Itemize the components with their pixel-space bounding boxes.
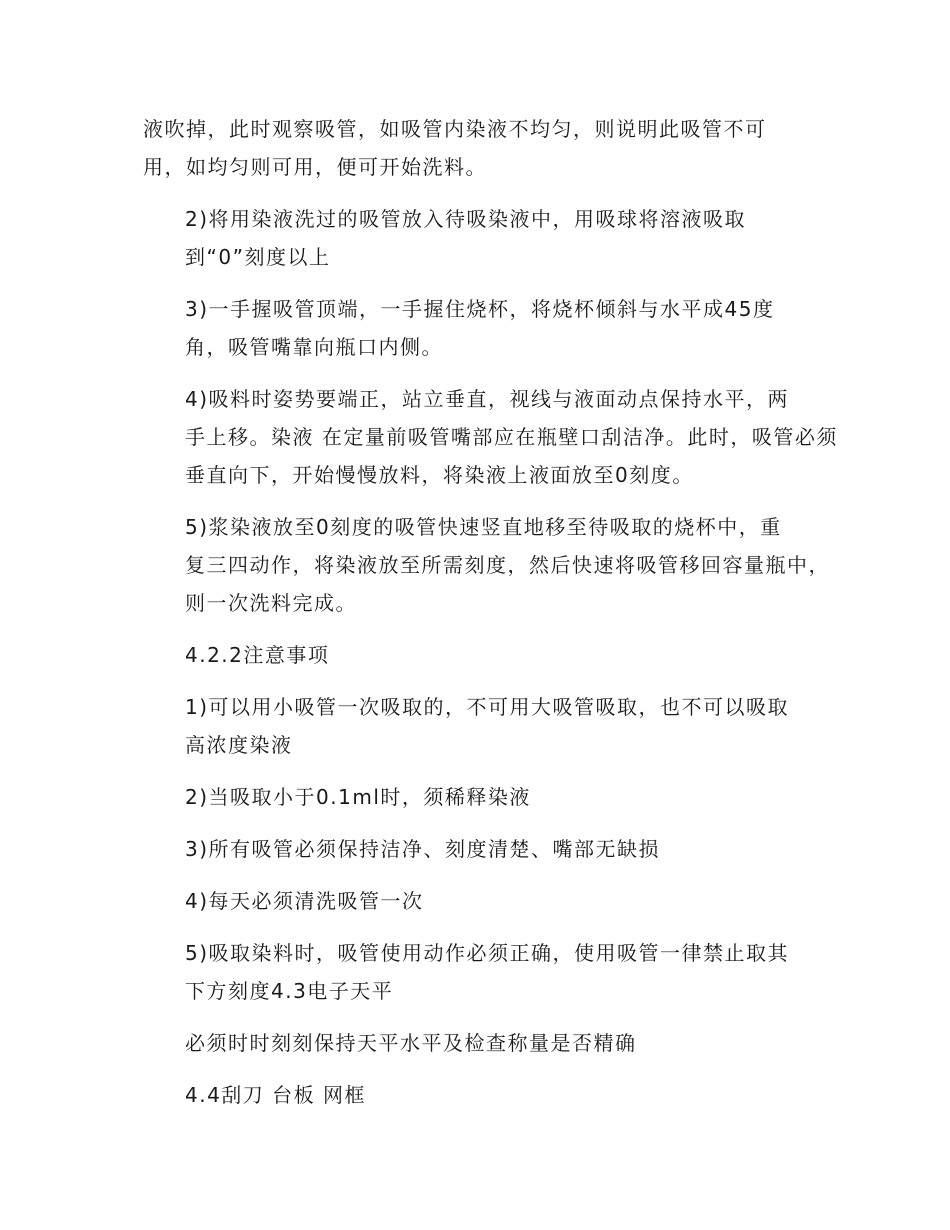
- document-body: [143, 110, 838, 1128]
- text-line: 3)所有吸管必须保持洁净、刻度清楚、嘴部无缺损: [185, 837, 661, 861]
- paragraph: [143, 110, 808, 186]
- text-line: 1)可以用小吸管一次吸取的，不可用大吸管吸取，也不可以吸取: [185, 695, 790, 719]
- text-line: 则一次洗料完成。: [185, 591, 357, 615]
- text-line: 4)吸料时姿势要端正，站立垂直，视线与液面动点保持水平，两: [185, 387, 790, 411]
- paragraph: [143, 778, 808, 816]
- text-line: 4.4刮刀 台板 网框: [185, 1083, 367, 1107]
- text-line: 到“0”刻度以上: [185, 245, 331, 269]
- text-line: 2)当吸取小于0.1ml时，须稀释染液: [185, 785, 531, 809]
- text-line: 垂直向下，开始慢慢放料，将染液上液面放至0刻度。: [185, 463, 694, 487]
- paragraph: [143, 290, 808, 366]
- paragraph: [143, 1024, 808, 1062]
- text-line: 高浓度染液: [185, 733, 293, 757]
- text-line: 手上移。染液 在定量前吸管嘴部应在瓶壁口刮洁净。此时，吸管必须: [185, 425, 838, 449]
- paragraph: [143, 882, 808, 920]
- text-line: 复三四动作，将染液放至所需刻度，然后快速将吸管移回容量瓶中，: [185, 553, 830, 577]
- paragraph: [143, 508, 830, 622]
- paragraph: [143, 1076, 808, 1114]
- text-line: 4)每天必须清洗吸管一次: [185, 889, 424, 913]
- paragraph: [143, 636, 808, 674]
- text-line: 角，吸管嘴靠向瓶口内侧。: [185, 335, 443, 359]
- text-line: 5)浆染液放至0刻度的吸管快速竖直地移至待吸取的烧杯中，重: [185, 515, 782, 539]
- paragraph: [143, 688, 808, 764]
- paragraph: [143, 934, 808, 1010]
- paragraph: [143, 200, 808, 276]
- text-line: 液吹掉，此时观察吸管，如吸管内染液不均匀，则说明此吸管不可: [143, 117, 767, 141]
- text-line: 下方刻度4.3电子天平: [185, 979, 394, 1003]
- text-line: 必须时时刻刻保持天平水平及检查称量是否精确: [185, 1031, 637, 1055]
- text-line: 3)一手握吸管顶端，一手握住烧杯，将烧杯倾斜与水平成45度: [185, 297, 775, 321]
- text-line: 2)将用染液洗过的吸管放入待吸染液中，用吸球将溶液吸取: [185, 207, 747, 231]
- text-line: 5)吸取染料时，吸管使用动作必须正确，使用吸管一律禁止取其: [185, 941, 790, 965]
- paragraph: [143, 830, 808, 868]
- text-line: 4.2.2注意事项: [185, 643, 330, 667]
- text-line: 用，如均匀则可用，便可开始洗料。: [143, 155, 487, 179]
- paragraph: [143, 380, 838, 494]
